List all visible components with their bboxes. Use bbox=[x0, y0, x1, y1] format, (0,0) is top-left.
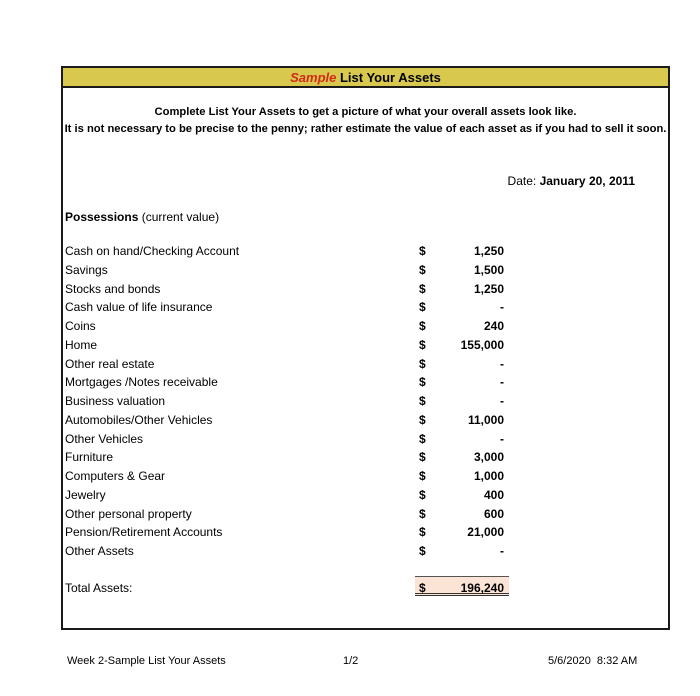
asset-label: Savings bbox=[65, 262, 108, 277]
asset-label: Jewelry bbox=[65, 487, 106, 502]
asset-amount: 155,000 bbox=[460, 337, 504, 352]
asset-currency: $ bbox=[419, 319, 426, 333]
asset-amount: - bbox=[500, 300, 504, 315]
asset-currency: $ bbox=[419, 469, 426, 483]
asset-amount: - bbox=[500, 356, 504, 371]
asset-label: Home bbox=[65, 337, 98, 352]
asset-row bbox=[65, 300, 510, 318]
asset-amount: 400 bbox=[483, 487, 504, 502]
asset-label: Automobiles/Other Vehicles bbox=[65, 412, 213, 427]
asset-currency: $ bbox=[419, 525, 426, 540]
intro-line-2: It is not necessary to be precise to the penny; rather estimate the value of each asset as if you had to sell it soon. bbox=[64, 123, 667, 135]
asset-label: Furniture bbox=[65, 450, 114, 465]
asset-amount: - bbox=[500, 544, 504, 558]
asset-amount: 1,000 bbox=[473, 469, 504, 483]
asset-label: Computers & Gear bbox=[65, 469, 166, 483]
asset-amount: 11,000 bbox=[467, 412, 504, 427]
total-row bbox=[65, 581, 510, 599]
asset-currency: $ bbox=[419, 394, 426, 408]
date-label: Date: bbox=[507, 174, 537, 188]
title-sample: Sample bbox=[290, 70, 337, 85]
asset-row bbox=[65, 525, 510, 543]
date-field bbox=[508, 174, 635, 188]
asset-row bbox=[65, 507, 510, 525]
asset-currency: $ bbox=[419, 356, 426, 371]
asset-row bbox=[65, 263, 510, 281]
asset-label: Pension/Retirement Accounts bbox=[65, 525, 223, 540]
title-text: List Your Assets bbox=[339, 70, 441, 85]
footer-left: Week 2-Sample List Your Assets bbox=[67, 655, 226, 667]
asset-row bbox=[65, 338, 510, 356]
total-currency: $ bbox=[419, 581, 426, 595]
asset-currency: $ bbox=[419, 487, 426, 502]
asset-label: Coins bbox=[65, 319, 96, 333]
asset-label: Other personal property bbox=[65, 506, 192, 521]
asset-currency: $ bbox=[419, 506, 426, 521]
asset-row bbox=[65, 357, 510, 375]
asset-label: Other Vehicles bbox=[65, 431, 144, 446]
asset-currency: $ bbox=[419, 300, 426, 315]
asset-currency: $ bbox=[419, 262, 426, 277]
asset-row bbox=[65, 544, 510, 562]
asset-label: Mortgages /Notes receivable bbox=[65, 375, 218, 390]
total-label: Total Assets: bbox=[65, 581, 133, 595]
asset-amount: 3,000 bbox=[473, 450, 504, 465]
asset-row bbox=[65, 375, 510, 393]
asset-row bbox=[65, 244, 510, 262]
assets-sheet bbox=[61, 66, 670, 630]
asset-label: Cash on hand/Checking Account bbox=[65, 244, 240, 258]
asset-currency: $ bbox=[419, 244, 426, 258]
footer-page: 1/2 bbox=[343, 655, 359, 667]
asset-label: Stocks and bonds bbox=[65, 281, 161, 296]
sheet-title bbox=[63, 68, 668, 88]
asset-row bbox=[65, 488, 510, 506]
asset-label: Other real estate bbox=[65, 356, 155, 371]
asset-row bbox=[65, 319, 510, 337]
asset-currency: $ bbox=[419, 281, 426, 296]
asset-currency: $ bbox=[419, 544, 426, 558]
intro-line-1: Complete List Your Assets to get a picture of what your overall assets look like. bbox=[154, 106, 577, 118]
asset-amount: 240 bbox=[483, 319, 504, 333]
asset-currency: $ bbox=[419, 431, 426, 446]
asset-amount: 1,250 bbox=[473, 281, 504, 296]
asset-currency: $ bbox=[419, 375, 426, 390]
asset-row bbox=[65, 469, 510, 487]
asset-amount: - bbox=[500, 431, 504, 446]
asset-row bbox=[65, 413, 510, 431]
asset-amount: - bbox=[500, 375, 504, 390]
asset-amount: 21,000 bbox=[467, 525, 504, 540]
asset-label: Cash value of life insurance bbox=[65, 300, 213, 315]
asset-currency: $ bbox=[419, 412, 426, 427]
footer-timestamp: 5/6/2020 8:32 AM bbox=[548, 655, 638, 667]
asset-currency: $ bbox=[419, 450, 426, 465]
section-subtitle: (current value) bbox=[138, 210, 220, 224]
asset-amount: 1,500 bbox=[473, 262, 504, 277]
date-value: January 20, 2011 bbox=[539, 174, 635, 188]
section-title: Possessions bbox=[65, 210, 139, 224]
asset-amount: 600 bbox=[483, 506, 504, 521]
asset-row bbox=[65, 432, 510, 450]
asset-label: Business valuation bbox=[65, 394, 166, 408]
asset-row bbox=[65, 450, 510, 468]
asset-amount: 1,250 bbox=[473, 244, 504, 258]
asset-currency: $ bbox=[419, 337, 426, 352]
asset-row bbox=[65, 282, 510, 300]
asset-amount: - bbox=[500, 394, 504, 408]
asset-label: Other Assets bbox=[65, 544, 134, 558]
total-amount: 196,240 bbox=[460, 581, 504, 595]
section-heading bbox=[65, 210, 219, 224]
asset-row bbox=[65, 394, 510, 412]
